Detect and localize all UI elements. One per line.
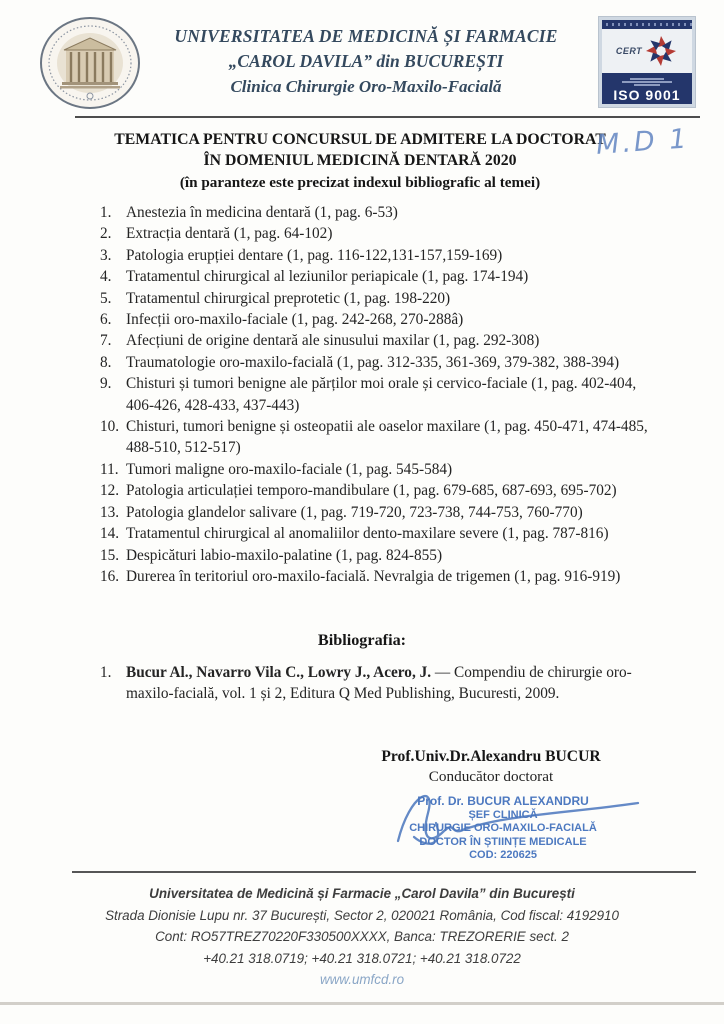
- iso-label-panel: [602, 73, 692, 104]
- topic-text: Patologia glandelor salivare (1, pag. 719-720, 723-738, 744-753, 760-770): [126, 503, 583, 521]
- topic-item: [100, 416, 648, 459]
- badge-fine-print: [616, 77, 679, 87]
- organization-header: [148, 26, 584, 97]
- title-line3: (în paranteze este precizat indexul bibliografic al temei): [179, 174, 541, 191]
- topic-text: Tratamentul chirurgical preprotetic (1, pag. 198-220): [126, 289, 451, 307]
- page-bottom-edge: [0, 1002, 724, 1005]
- topic-number: 14.: [100, 525, 120, 543]
- topic-text: Anestezia în medicina dentară (1, pag. 6-53): [126, 204, 398, 221]
- topic-text: Chisturi, tumori benigne și osteopatii ale oaselor maxilare (1, pag. 450-471, 474-485, 488-510, 512-517): [126, 418, 648, 457]
- topic-text: Chisturi și tumori benigne ale părților moi orale și cervico-faciale (1, pag. 402-404, 406-426, 428-433, 437-443): [126, 375, 637, 414]
- topic-number: 16.: [100, 567, 120, 585]
- topic-item: [100, 202, 648, 223]
- topic-number: 12.: [100, 482, 120, 500]
- topic-text: Afecțiuni de origine dentară ale sinusului maxilar (1, pag. 292-308): [126, 332, 540, 350]
- university-seal: [38, 16, 142, 110]
- bibliography-reference: Compendiu de chirurgie oro-maxilo-facială, vol. 1 și 2, Editura Q Med Publishing, Bucuresti, 2009.: [126, 664, 632, 703]
- bibliography-entry: [100, 662, 645, 705]
- cert-label: CERT: [615, 46, 643, 56]
- topic-item: [100, 266, 648, 287]
- stamp-line: DOCTOR ÎN ȘTIINȚE MEDICALE: [419, 835, 587, 848]
- footer-phone-numbers: +40.21 318.0719; +40.21 318.0721; +40.21 318.0722: [203, 950, 521, 966]
- clinic-name: Clinica Chirurgie Oro-Maxilo-Facială: [230, 77, 502, 96]
- bibliography-heading: Bibliografia:: [317, 631, 407, 649]
- footer-address: Strada Dionisie Lupu nr. 37 București, Sector 2, 020021 România, Cod fiscal: 4192910: [105, 907, 619, 923]
- bibliography-entry-text: [126, 662, 645, 705]
- topic-number: 3.: [100, 246, 112, 264]
- stamp-line: ȘEF CLINICĂ: [468, 808, 538, 821]
- topic-number: 9.: [100, 375, 112, 393]
- topics-list: [100, 202, 648, 587]
- topic-text: Tratamentul chirurgical al leziunilor periapicale (1, pag. 174-194): [126, 268, 529, 286]
- signature-block: [300, 748, 682, 863]
- topic-number: 8.: [100, 353, 112, 371]
- certind-logo: [602, 29, 692, 73]
- topic-item: [100, 545, 648, 566]
- topic-text: Durerea în teritoriul oro-maxilo-facială. Nevralgia de trigemen (1, pag. 916-919): [126, 567, 621, 585]
- topic-text: Extracția dentară (1, pag. 64-102): [126, 225, 333, 243]
- bibliography-authors: Bucur Al., Navarro Vila C., Lowry J., Acero, J.: [126, 664, 432, 681]
- stamp-line: CHIRURGIE ORO-MAXILO-FACIALĂ: [409, 822, 597, 834]
- footer-university-name: Universitatea de Medicină și Farmacie „Carol Davila” din București: [149, 886, 575, 901]
- topic-item: [100, 480, 648, 501]
- topic-number: 11.: [100, 460, 119, 478]
- signatory-name: Prof.Univ.Dr.Alexandru BUCUR: [381, 748, 601, 765]
- stamp-line: Prof. Dr. BUCUR ALEXANDRU: [417, 794, 589, 808]
- topic-item: [100, 288, 648, 309]
- bibliography-separator: —: [431, 664, 455, 681]
- topic-text: Tratamentul chirurgical al anomaliilor dento-maxilare severe (1, pag. 787-816): [126, 525, 609, 543]
- topic-text: Tumori maligne oro-maxilo-faciale (1, pag. 545-584): [126, 460, 453, 478]
- topic-number: 7.: [100, 332, 112, 350]
- topic-number: 5.: [100, 289, 112, 307]
- official-stamp: [312, 795, 694, 863]
- topic-item: [100, 352, 648, 373]
- topic-number: 13.: [100, 503, 120, 521]
- topic-number: 6.: [100, 311, 112, 329]
- topic-number: 4.: [100, 268, 112, 286]
- iso-certification-badge: [598, 16, 696, 108]
- topic-text: Infecții oro-maxilo-faciale (1, pag. 242-268, 270-288â): [126, 311, 464, 329]
- topic-text: Despicături labio-maxilo-palatine (1, pag. 824-855): [126, 546, 443, 564]
- topic-item: [100, 223, 648, 244]
- certind-pinwheel-icon: [644, 34, 678, 68]
- topic-text: Patologia articulației temporo-mandibulare (1, pag. 679-685, 687-693, 695-702): [126, 482, 617, 500]
- title-line1: TEMATICA PENTRU CONCURSUL DE ADMITERE LA DOCTORAT: [114, 131, 606, 148]
- topic-number: 1.: [100, 204, 112, 221]
- iso-9001-label: ISO 9001: [613, 87, 681, 103]
- topic-item: [100, 330, 648, 351]
- topic-item: [100, 502, 648, 523]
- topic-item: [100, 566, 648, 587]
- topic-item: [100, 459, 648, 480]
- document-title: [60, 131, 660, 192]
- header-divider: [75, 116, 700, 118]
- topic-number: 2.: [100, 225, 112, 243]
- topic-item: [100, 245, 648, 266]
- university-seal-icon: [38, 16, 142, 110]
- topic-item: [100, 523, 648, 544]
- handwritten-annotation: M.D 1: [595, 123, 691, 161]
- topic-number: 15.: [100, 546, 120, 564]
- footer-bank-account: Cont: RO57TREZ70220F330500XXXX, Banca: TREZORERIE sect. 2: [155, 929, 569, 944]
- topic-item: [100, 373, 648, 416]
- topic-text: Patologia erupției dentare (1, pag. 116-122,131-157,159-169): [126, 246, 503, 264]
- title-line2: ÎN DOMENIUL MEDICINĂ DENTARĂ 2020: [203, 152, 517, 169]
- footer-divider: [72, 871, 696, 873]
- stamp-line: COD: 220625: [469, 849, 537, 861]
- website-link[interactable]: www.umfcd.ro: [319, 972, 405, 987]
- university-name-line2: „CAROL DAVILA” din BUCUREȘTI: [228, 51, 504, 71]
- topic-item: [100, 309, 648, 330]
- topic-text: Traumatologie oro-maxilo-facială (1, pag. 312-335, 361-369, 379-382, 388-394): [126, 353, 620, 371]
- signatory-role: Conducător doctorat: [428, 768, 554, 785]
- badge-top-bar: [602, 20, 692, 29]
- bibliography-entry-number: 1.: [100, 664, 112, 681]
- topic-number: 10.: [100, 418, 120, 436]
- footer: [0, 883, 724, 991]
- university-name-line1: UNIVERSITATEA DE MEDICINĂ ȘI FARMACIE: [174, 26, 558, 46]
